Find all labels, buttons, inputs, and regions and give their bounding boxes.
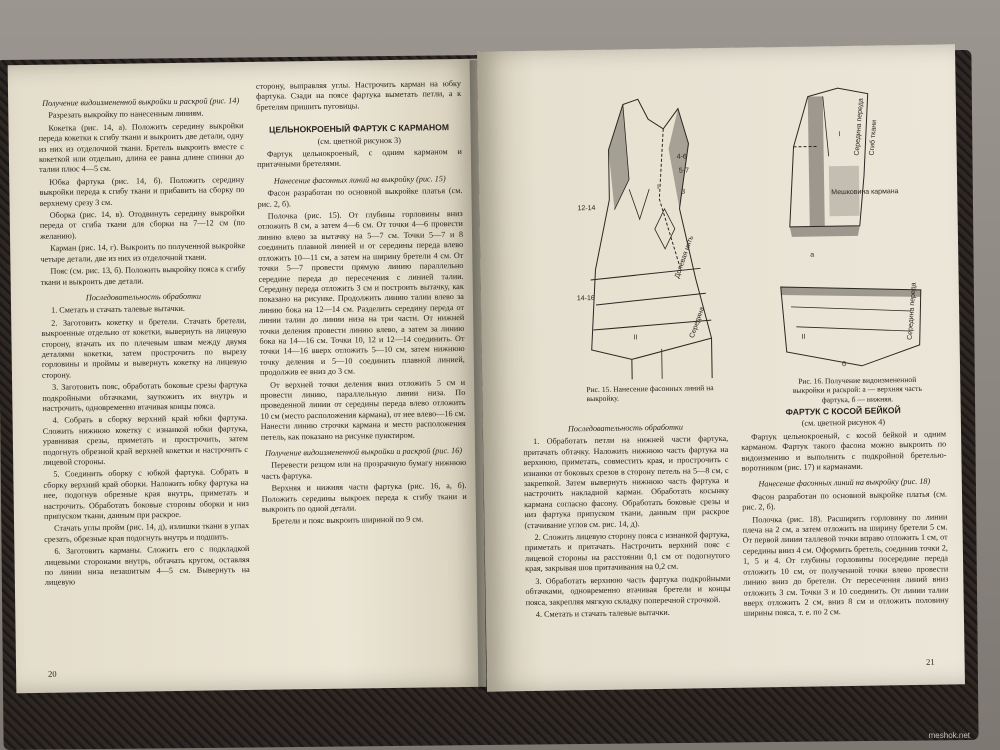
step-paragraph: Стачать углы пройм (рис. 14, д), излишки ткани в углах срезать, обрезные края подогнуть внутрь и подшить. xyxy=(44,521,250,544)
figure-15-caption: Рис. 15. Нанесение фасонных линий на выкройку. xyxy=(586,383,714,404)
section-sub-1: (см. цветной рисунок 3) xyxy=(317,135,401,146)
paragraph: Полочка (рис. 18). Расширить горловину по линии плеча на 2 см, а затем отложить на ширину бретели 5 см. От первой линии таллевой точки вправо отложить 1 см, от середины вниз 4 см. Оформить бретель, соединив точки 2, 1, 5 и 4. От глубины горловины посередине переда отложить 10 см, от полученной точки влево провести линию вниз до бретели. От пересечения линий вниз отложить 3 см. Точки 3 и 10 соединить. От линии талии вверх отложить 2 см, вниз 8 см и отложить половину ширины пояса, т. е. по 2 см. xyxy=(742,512,949,618)
section-sub-2: (см. цветной рисунок 4) xyxy=(801,417,886,429)
fig16-label-v5: Сгиб ткани xyxy=(868,119,879,156)
paragraph: Бретели и пояс выкроить шириной по 9 см. xyxy=(271,514,424,527)
left-heading-1: Получение видоизмененной выкройки и раскрой (рис. 14) xyxy=(42,96,240,108)
left-heading-4: Получение видоизмененной выкройки и раскрой (рис. 16) xyxy=(265,446,463,458)
step-paragraph: 3. Заготовить пояс, обработать боковые срезы фартука подкройными обтачками, заутюжить их внутрь и настрочить, одновременно втачивая концы пояса. xyxy=(42,380,248,413)
left-column-2 xyxy=(256,79,467,530)
page-number-left: 20 xyxy=(48,668,57,679)
paragraph: Перевести резцом или на прозрачную бумагу нижнюю часть фартука. xyxy=(261,458,467,481)
fig15-label-n4: 12-14 xyxy=(577,204,596,213)
fig16-label-v4: Середина переда xyxy=(906,282,918,341)
left-heading-2: Последовательность обработки xyxy=(85,291,201,303)
step-paragraph: 4. Собрать в сборку верхний край юбки фартука. Сложить нижнюю кокетку с изнанкой юбки фартука, уравнивая срезы, приметать и прострочить, затем подогнуть обрезной край верхней кокетки и настрочить с лицевой стороны. xyxy=(42,413,249,467)
page-number-right: 21 xyxy=(926,656,935,667)
left-heading-3: Нанесение фасонных линий на выкройку (рис. 15) xyxy=(273,174,446,186)
left-page xyxy=(8,59,487,694)
figure-16-caption: Рис. 16. Получение видоизмененной выкройки и раскрой: а — верхняя часть фартука, б — нижняя. xyxy=(792,374,922,405)
fig16-label-b: б xyxy=(841,361,847,369)
fig16-label-v3: Середина переда xyxy=(853,98,865,156)
paragraph: Полочка (рис. 15). От глубины горловины вниз отложить 8 см, а затем 4—6 см. От точки 4—6 провести линию влево за вытачку на 5—7 см. Точки 5—7 и 8 соединить плавной линией и от середины переда влево отложить 10—11 см, а затем на ширину бретели 4 см. От точки 5—7 провести прямую линию параллельно середине переда до пересечения с линией талии. Середину переда отложить 3 см и построить вытачку, как показано на рисунке. Продолжить линию талии влево за линию бока на 12—14 см. Разделить середину переда от линии талии до линии низа на три части. От нижней точки деления провести линию влево, а затем за линию бока на 14—16 см. Точки 10, 12 и 12—14 соединить. От точки 14—16 вверх отложить 5—10 см, затем нижнюю точку деления и 5—10 соединить плавной линией, продолжив ее вниз до 3 см. xyxy=(257,209,465,377)
figure-15-pattern xyxy=(568,87,763,380)
section-title-bias-apron: ФАРТУК С КОСОЙ БЕЙКОЙ xyxy=(785,405,901,417)
fig15-label-n1: 4-6 xyxy=(676,153,687,161)
right-heading-2: Нанесение фасонных линий на выкройку (рис. 18) xyxy=(758,477,931,489)
paragraph: Кокетка (рис. 14, а). Положить середину выкройки переда кокетки к сгибу ткани и выкроить две детали, одну из них из отделочной ткани. Бретель выкроить вместе с кокеткой или отдельно, длина ее равна длине спинки до талии плюс 4—5 см. xyxy=(38,120,244,175)
fig15-label-roman1: I xyxy=(657,183,660,191)
step-paragraph: 6. Заготовить карманы. Сложить его с подкладкой лицевыми сторонами внутрь, обтачать кругом, оставляя по линии низа незашитым 4—5 см. Вывернуть на лицевую xyxy=(44,544,250,588)
fig15-label-roman2: II xyxy=(633,334,638,342)
fig15-label-n5: 14-16 xyxy=(576,294,595,303)
watermark: meshok.net xyxy=(928,731,970,740)
fig15-label-v2: Середина xyxy=(688,306,707,340)
paragraph: Фасон разработан по основной выкройке платья (см. рис. 2, б). xyxy=(257,186,463,209)
figure-16-pattern xyxy=(767,75,937,378)
paragraph: Юбка фартука (рис. 14, б). Положить середину выкройки переда к сгибу ткани и прибавить на сборку по верхнему срезу 3 см. xyxy=(39,174,245,208)
paragraph: Оборка (рис. 14, в). Отодвинуть середину выкройки переда от сгиба ткани для сборки на 7—12 см (по желанию). xyxy=(39,208,245,241)
right-column-2 xyxy=(741,404,949,621)
right-page xyxy=(477,44,965,691)
left-column-1 xyxy=(38,90,250,591)
paragraph: Разрезать выкройку по нанесенным линиям. xyxy=(48,108,204,121)
section-intro-1: Фартук цельнокроеный, с одним карманом и притачными бретелями. xyxy=(256,147,462,170)
fig15-label-n8: 3 xyxy=(681,188,686,196)
paragraph: Верхняя и нижняя части фартука (рис. 16, а, б). Положить середины выкроек переда к сгибу ткани и выкроить по одной детали. xyxy=(261,481,467,514)
step-paragraph: 1. Обработать петли на нижней части фартука, притачать обтачку. Наложить нижнюю часть фартука на верхнюю, приметать, совместить края, и прострочить с изнанки от боковых срезов в сторону петель на 5—8 см, с закрепкой. Затем вывернуть нижнюю часть фартука и настрочить накладной карман. Обработать косынку кармана согласно фасону. Обработать боковые срезы и низ фартука припуском ткани, данным при раскрое (стачивание углов см. рис. 14, д). xyxy=(523,434,730,530)
step-paragraph: 3. Обработать верхнюю часть фартука подкройными обтачками, одновременно втачивая бретели и концы пояса, закрепляя мягкую складку поперечной строчкой. xyxy=(525,573,731,607)
right-heading-1: Последовательность обработки xyxy=(567,422,684,434)
step-paragraph: 2. Сложить лицевую сторону пояса с изнанкой фартука, приметать и притачать. Настрочить верхний пояс с лицевой стороны на расстоянии 0,1 см от подогнутого края, закрывая шов притачивания на 0,2 см. xyxy=(524,529,731,574)
fig16-label-a: а xyxy=(810,251,815,259)
fig16-label-roman2: II xyxy=(801,333,806,341)
step-paragraph: 5. Соединить оборку с юбкой фартука. Собрать в сборку верхний край оборки. Наложить юбку фартука на нее, подогнув обрезные края внутрь, приметать и настрочить. Обработать боковые стороны оборки и низ припуском ткани, данным при раскрое. xyxy=(43,467,249,521)
fig15-label-n2: 5-7 xyxy=(678,167,690,175)
paragraph: От верхней точки деления вниз отложить 5 см и провести линию, параллельную линии низа. По проведенной линии от середины переда влево отложить 10 см (место расположения кармана), от нее влево—16 см. Нанести линию строчки кармана и место расположения петель, как показано на рисунке пунктиром. xyxy=(260,377,466,442)
step-paragraph: 4. Сметать и стачать талевые вытачки. xyxy=(535,607,670,619)
section-title-apron-pocket: ЦЕЛЬНОКРОЕНЫЙ ФАРТУК С КАРМАНОМ xyxy=(269,122,450,135)
paragraph: Фасон разработан по основной выкройке платья (см. рис. 2, б). xyxy=(742,489,948,512)
right-column-1 xyxy=(523,416,731,623)
paragraph: Пояс (см. рис. 13, б). Положить выкройку пояса к сгибу ткани и выкроить две детали. xyxy=(40,264,246,287)
fig16-label-roman1: I xyxy=(838,131,841,139)
step-paragraph: 1. Сметать и стачать талевые вытачки. xyxy=(51,304,186,316)
paragraph: Карман (рис. 14, г). Выкроить по полученной выкройке четыре детали, две из них из отделочной ткани. xyxy=(40,241,246,264)
left-continuation: сторону, выправляя углы. Настрочить карман на юбку фартука. Сзади на поясе фартука выметать петли, а к бретелям пришить пуговицы. xyxy=(255,78,462,112)
step-paragraph: 2. Заготовить кокетку и бретели. Стачать бретели, выкроенные отдельно от кокетки, вывернуть на лицевую сторону, втачать их по плечевым швам между двумя деталями кокетки, затем прострочить по вырезу горловины и проймы и вывернуть кокетку на лицевую сторону. xyxy=(41,315,247,380)
fig16-label-v6: Мешковина кармана xyxy=(831,188,899,197)
fig15-label-v1: Долевая нить xyxy=(673,235,696,280)
section-intro-2: Фартук цельнокроеный, с косой бейкой и одним карманом. Фартук такого фасона можно выкроить по видоизмению и выполнить с подкройной бретелью-воротником (рис. 17) и карманами. xyxy=(741,429,947,473)
